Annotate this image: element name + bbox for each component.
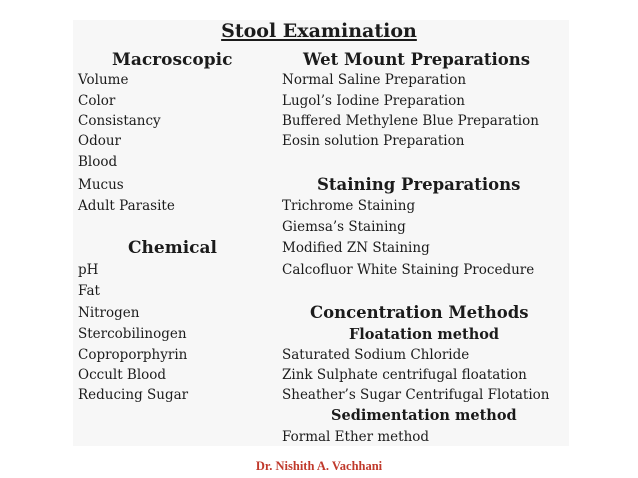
floatation-item-saturated-sodium-chloride: Saturated Sodium Chloride <box>282 347 470 363</box>
macroscopic-item-color: Color <box>78 93 116 109</box>
wet-mount-item-normal-saline: Normal Saline Preparation <box>282 72 467 88</box>
macroscopic-item-adult-parasite: Adult Parasite <box>78 198 175 214</box>
wet-mount-item-buffered-methylene-blue: Buffered Methylene Blue Preparation <box>282 113 539 129</box>
macroscopic-heading: Macroscopic <box>112 50 233 70</box>
wet-mount-item-eosin-solution: Eosin solution Preparation <box>282 133 465 149</box>
staining-item-calcofluor-white: Calcofluor White Staining Procedure <box>282 262 535 278</box>
floatation-item-sheathers-sugar: Sheather’s Sugar Centrifugal Flotation <box>282 387 550 403</box>
chemical-item-stercobilinogen: Stercobilinogen <box>78 326 187 342</box>
staining-item-modified-zn: Modified ZN Staining <box>282 240 430 256</box>
chemical-heading: Chemical <box>128 238 217 258</box>
sedimentation-heading: Sedimentation method <box>331 407 517 424</box>
sedimentation-item-formal-ether: Formal Ether method <box>282 429 430 445</box>
macroscopic-item-mucus: Mucus <box>78 177 124 193</box>
chemical-item-occult-blood: Occult Blood <box>78 367 167 383</box>
staining-item-giemsa: Giemsa’s Staining <box>282 219 406 235</box>
staining-item-trichrome: Trichrome Staining <box>282 198 416 214</box>
floatation-heading: Floatation method <box>349 326 500 343</box>
wet-mount-item-lugols-iodine: Lugol’s Iodine Preparation <box>282 93 465 109</box>
concentration-heading: Concentration Methods <box>310 303 529 322</box>
chemical-item-reducing-sugar: Reducing Sugar <box>78 387 189 403</box>
author-credit: Dr. Nishith A. Vachhani <box>255 459 383 473</box>
chemical-item-ph: pH <box>78 262 99 278</box>
staining-heading: Staining Preparations <box>317 175 521 194</box>
chemical-item-nitrogen: Nitrogen <box>78 305 140 321</box>
wet-mount-heading: Wet Mount Preparations <box>303 50 531 69</box>
macroscopic-item-odour: Odour <box>78 133 121 149</box>
macroscopic-item-consistancy: Consistancy <box>78 113 161 129</box>
floatation-item-zink-sulphate: Zink Sulphate centrifugal floatation <box>282 367 527 383</box>
chemical-item-fat: Fat <box>78 283 100 299</box>
page-title: Stool Examination <box>221 20 417 42</box>
chemical-item-coproporphyrin: Coproporphyrin <box>78 347 188 363</box>
macroscopic-item-volume: Volume <box>78 72 129 88</box>
macroscopic-item-blood: Blood <box>78 154 118 170</box>
